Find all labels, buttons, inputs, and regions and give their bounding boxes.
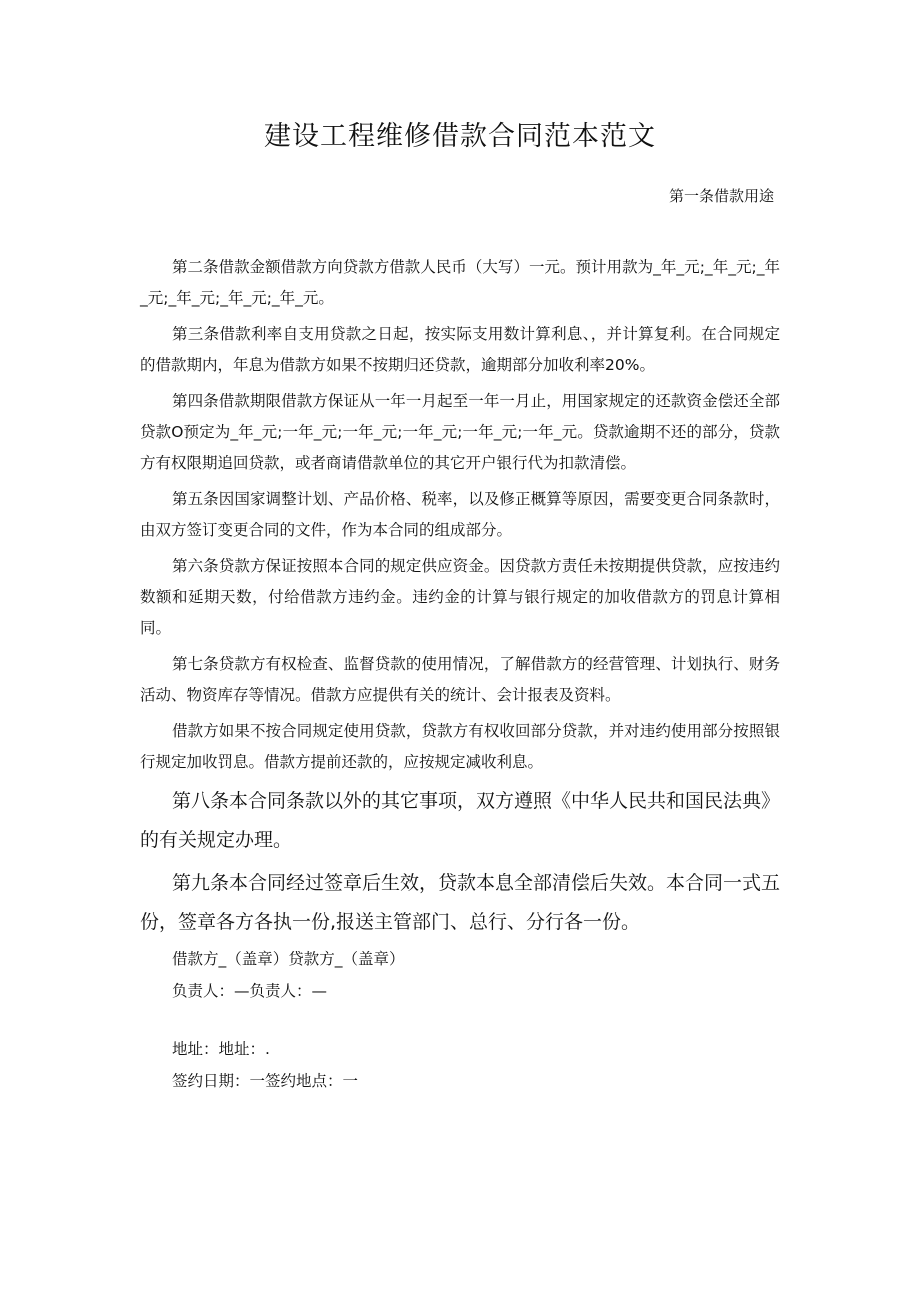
article-2: 第二条借款金额借款方向贷款方借款人民币（大写）一元。预计用款为_年_元;_年_元;_年_元;_年_元;_年_元;_年_元。 bbox=[140, 258, 780, 307]
document-body bbox=[140, 252, 780, 1096]
article-6: 第六条贷款方保证按照本合同的规定供应资金。因贷款方责任未按期提供贷款，应按违约数额和延期天数，付给借款方违约金。违约金的计算与银行规定的加收借款方的罚息计算相同。 bbox=[140, 557, 780, 637]
first-article: 第一条借款用途 bbox=[668, 187, 774, 205]
article-8: 第八条本合同条款以外的其它事项，双方遵照《中华人民共和国民法典》的有关规定办理。 bbox=[140, 790, 781, 851]
article-5: 第五条因国家调整计划、产品价格、税率，以及修正概算等原因，需要变更合同条款时，由双方签订变更合同的文件，作为本合同的组成部分。 bbox=[140, 490, 780, 539]
article-3: 第三条借款利率自支用贷款之日起，按实际支用数计算利息、，并计算复利。在合同规定的借款期内，年息为借款方如果不按期归还贷款，逾期部分加收利率20%。 bbox=[140, 325, 780, 374]
signature-responsible: 负责人：—负责人：— bbox=[172, 982, 328, 1000]
article-7: 第七条贷款方有权检查、监督贷款的使用情况，了解借款方的经营管理、计划执行、财务活动、物资库存等情况。借款方应提供有关的统计、会计报表及资料。 bbox=[140, 655, 780, 704]
signature-date-place: 签约日期：一签约地点：一 bbox=[172, 1072, 359, 1090]
article-9: 第九条本合同经过签章后生效，贷款本息全部清偿后失效。本合同一式五份，签章各方各执一份,报送主管部门、总行、分行各一份。 bbox=[140, 872, 781, 933]
article-4: 第四条借款期限借款方保证从一年一月起至一年一月止，用国家规定的还款资金偿还全部贷款O预定为_年_元;一年_元;一年_元;一年_元;一年_元;一年_元。贷款逾期不还的部分，贷款方有权限期追回贷款，或者商请借款单位的其它开户银行代为扣款清偿。 bbox=[140, 392, 780, 472]
signature-parties: 借款方_（盖章）贷款方_（盖章） bbox=[172, 950, 405, 968]
document-title: 建设工程维修借款合同范本范文 bbox=[264, 121, 656, 152]
article-7-continued: 借款方如果不按合同规定使用贷款，贷款方有权收回部分贷款，并对违约使用部分按照银行规定加收罚息。借款方提前还款的，应按规定减收利息。 bbox=[140, 722, 780, 771]
signature-address: 地址：地址：. bbox=[172, 1040, 270, 1058]
